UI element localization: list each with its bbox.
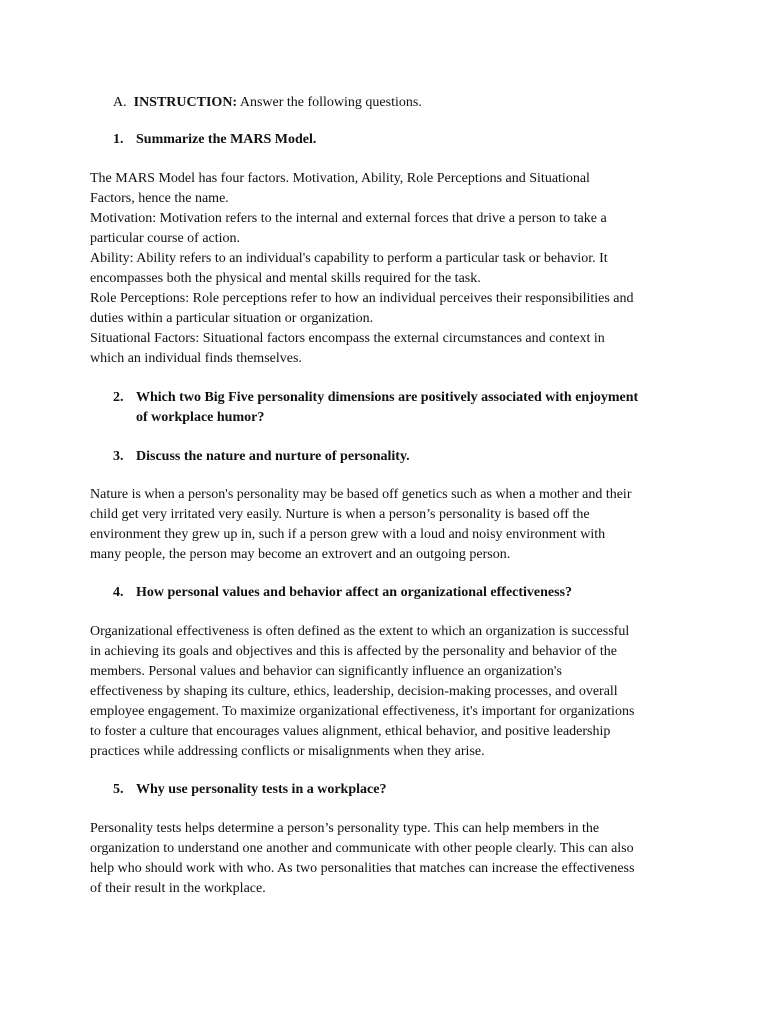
section-header [113, 93, 422, 113]
answer-line: in achieving its goals and objectives and this is affected by the personality and behavior of the [90, 644, 617, 659]
question-1 [113, 130, 316, 150]
answer-line: Organizational effectiveness is often defined as the extent to which an organization is successful [90, 624, 630, 639]
question-text: How personal values and behavior affect an organizational effectiveness? [136, 585, 573, 600]
question-5 [113, 780, 386, 800]
question-number: 4. [113, 585, 124, 600]
answer-line: duties within a particular situation or organization. [90, 311, 374, 326]
question-text: Why use personality tests in a workplace? [136, 782, 387, 797]
question-number: 3. [113, 449, 124, 464]
answer-line: encompasses both the physical and mental skills required for the task. [90, 271, 481, 286]
answer-line: which an individual finds themselves. [90, 351, 302, 366]
answer-line: organization to understand one another and communicate with other people clearly. This can also [90, 841, 634, 856]
answer-line: child get very irritated very easily. Nurture is when a person’s personality is based off the [90, 507, 590, 522]
answer-line: particular course of action. [90, 231, 241, 246]
answer-line: practices while addressing conflicts or misalignments when they arise. [90, 744, 485, 759]
answer-line: The MARS Model has four factors. Motivation, Ability, Role Perceptions and Situational [90, 171, 590, 186]
answer-line: members. Personal values and behavior can significantly influence an organization's [90, 664, 562, 679]
answer-line: Nature is when a person's personality may be based off genetics such as when a mother and their [90, 487, 632, 502]
question-text: Discuss the nature and nurture of personality. [136, 449, 410, 464]
answer-line: Factors, hence the name. [90, 191, 229, 206]
answer-line: employee engagement. To maximize organizational effectiveness, it's important for organizations [90, 704, 635, 719]
answer-line: Situational Factors: Situational factors encompass the external circumstances and context in [90, 331, 605, 346]
answer-line: effectiveness by shaping its culture, ethics, leadership, decision-making processes, and overall [90, 684, 618, 699]
answer-line: many people, the person may become an extrovert and an outgoing person. [90, 547, 511, 562]
answer-line: of their result in the workplace. [90, 881, 266, 896]
answer-line: environment they grew up in, such if a person grew with a loud and noisy environment with [90, 527, 606, 542]
answer-line: to foster a culture that encourages values alignment, ethical behavior, and positive leadership [90, 724, 611, 739]
answer-line: Personality tests helps determine a person’s personality type. This can help members in the [90, 821, 600, 836]
answer-line: Role Perceptions: Role perceptions refer to how an individual perceives their responsibilities and [90, 291, 634, 306]
section-text: Answer the following questions. [239, 95, 422, 110]
question-number: 2. [113, 390, 124, 405]
question-number: 1. [113, 132, 124, 147]
question-line: Which two Big Five personality dimensions are positively associated with enjoyment [136, 390, 639, 405]
answer-line: Ability: Ability refers to an individual's capability to perform a particular task or behavior. It [90, 251, 608, 266]
section-label: INSTRUCTION: [133, 95, 238, 110]
question-2 [113, 388, 638, 428]
question-4 [113, 583, 572, 603]
question-text: Summarize the MARS Model. [136, 132, 317, 147]
question-number: 5. [113, 782, 124, 797]
section-letter: A. [113, 95, 127, 110]
question-text [136, 388, 638, 428]
question-3 [113, 447, 410, 467]
answer-line: help who should work with who. As two personalities that matches can increase the effectiveness [90, 861, 635, 876]
answer-line: Motivation: Motivation refers to the internal and external forces that drive a person to take a [90, 211, 607, 226]
question-line: of workplace humor? [136, 410, 265, 425]
